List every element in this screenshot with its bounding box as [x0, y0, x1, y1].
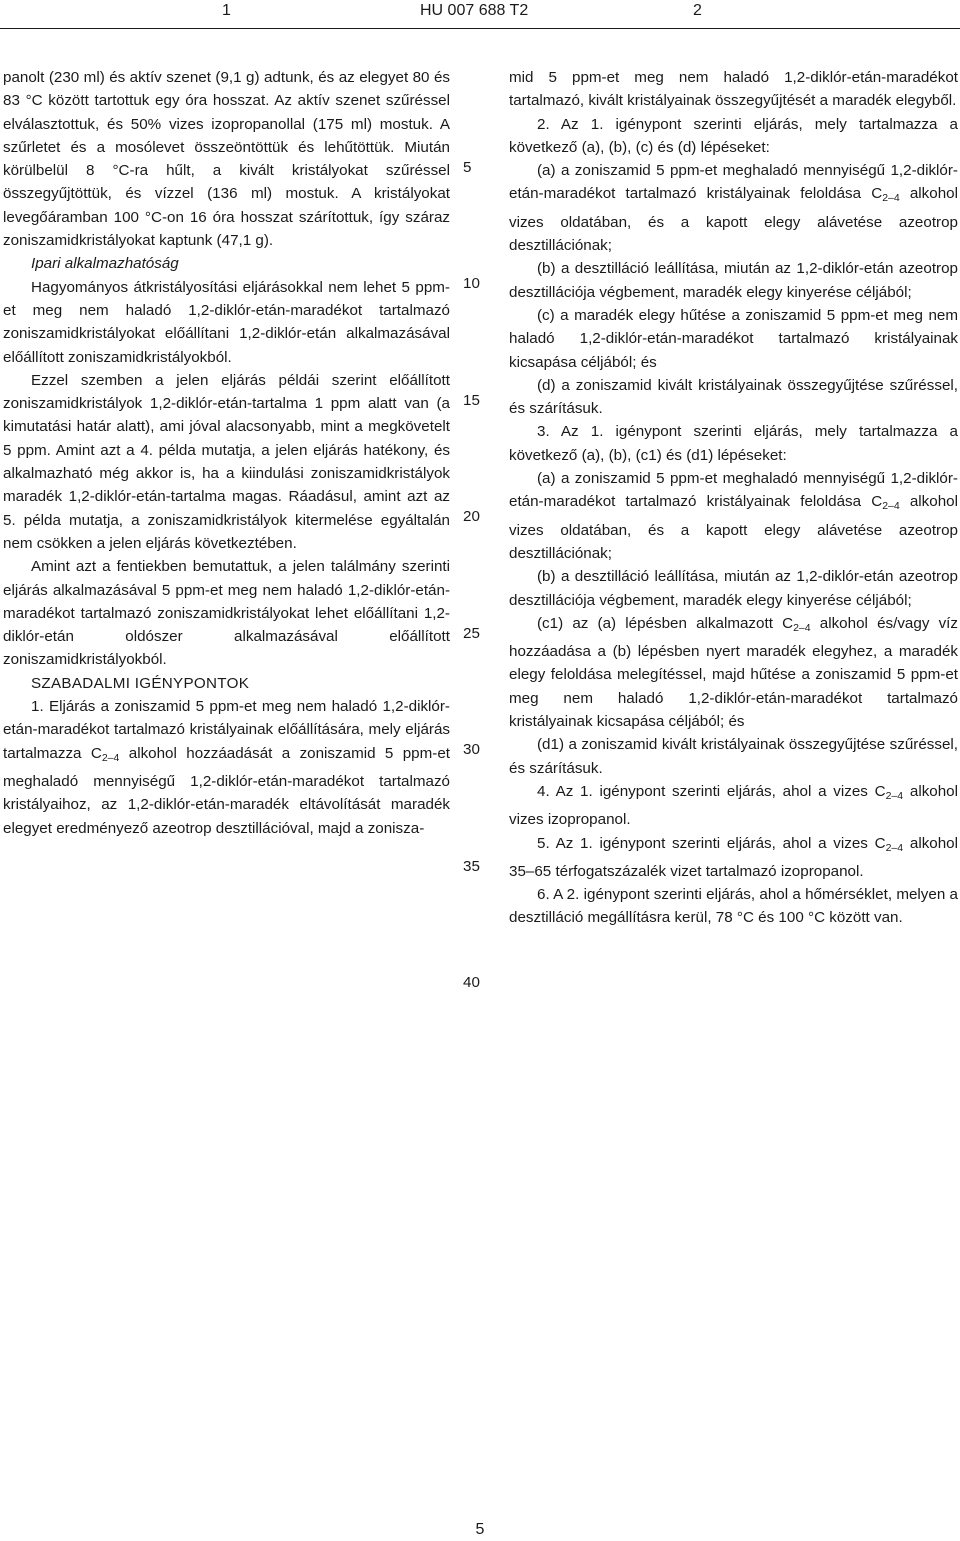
- claim-5: [509, 832, 958, 884]
- subscript: 2–4: [793, 621, 811, 634]
- line-number: 20: [463, 508, 480, 525]
- claim-2-step-c: (c) a maradék elegy hűtése a zoniszamid 5 ppm-et meg nem haladó 1,2-diklór-etán-maradékot tartalmazó kristályainak kicsapása céljából; és: [509, 306, 958, 371]
- claim-4: [509, 780, 958, 832]
- subscript: 2–4: [882, 192, 900, 205]
- claim-text: alkohol vizes oldatában, és a kapott elegy alávetése azeotrop desztillációnak;: [509, 493, 958, 562]
- claims-section-title: SZABADALMI IGÉNYPONTOK: [31, 674, 250, 692]
- claim-text: alkohol vizes oldatában, és a kapott elegy alávetése azeotrop desztillációnak;: [509, 185, 958, 255]
- claim-2: 2. Az 1. igénypont szerinti eljárás, mely tartalmazza a következő (a), (b), (c) és (d) lépéseket:: [509, 115, 958, 156]
- claim-text: 5. Az 1. igénypont szerinti eljárás, ahol a vizes C: [537, 834, 886, 852]
- claim-continuation: mid 5 ppm-et meg nem haladó 1,2-diklór-etán-maradékot tartalmazó, kivált kristályainak összegyűjtését a maradék elegyből.: [509, 69, 958, 110]
- claim-text: alkohol hozzáadását a zoniszamid 5 ppm-et meghaladó mennyiségű 1,2-diklór-etán-maradékot tartalmazó kristályaihoz, az 1,2-diklór-etán-maradék eltávolítását maradék elegyet eredményező azeotrop desztillációval, majd a zonisza-: [3, 744, 451, 837]
- claim-3: 3. Az 1. igénypont szerinti eljárás, mely tartalmazza a következő (a), (b), (c1) és (d1) lépéseket:: [509, 423, 958, 464]
- claim-3-step-c1: [509, 612, 958, 733]
- page-footer-number: 5: [475, 1521, 485, 1538]
- claim-2-step-d: (d) a zoniszamid kivált kristályainak összegyűjtése szűréssel, és szárításuk.: [509, 376, 958, 418]
- document-id: HU 007 688 T2: [420, 2, 529, 19]
- claim-1: [3, 695, 450, 840]
- claim-2-step-a: [509, 159, 958, 257]
- line-number: 35: [463, 858, 480, 875]
- claim-text: (a) a zoniszamid 5 ppm-et meghaladó mennyiségű 1,2-diklór-etán-maradékot tartalmazó kristályainak feloldása C: [509, 162, 958, 203]
- line-number: 15: [463, 392, 480, 409]
- claim-text: alkohol vizes izopropanol.: [509, 782, 958, 829]
- claim-text: alkohol és/vagy víz hozzáadása a (b) lépésben nyert maradék elegyhez, a maradék elegy feloldása melegítéssel, majd hűtése a zoniszamid 5 ppm-et meg nem haladó 1,2-diklór-etán-maradékot tartalmazó kristályainak kicsapása céljából; és: [509, 614, 958, 731]
- claim-6: 6. A 2. igénypont szerinti eljárás, ahol a hőmérséklet, melyen a desztilláció megállításra kerül, 78 °C és 100 °C között van.: [509, 886, 958, 927]
- line-number: 5: [463, 159, 472, 176]
- right-page-number: 2: [693, 2, 702, 19]
- line-number: 10: [463, 275, 480, 292]
- subscript: 2–4: [885, 789, 904, 802]
- claim-text: 4. Az 1. igénypont szerinti eljárás, ahol a vizes C: [537, 782, 886, 800]
- claim-2-step-b: (b) a desztilláció leállítása, miután az 1,2-diklór-etán azeotrop desztillációja végbement, maradék elegy kinyerése céljából;: [509, 260, 958, 301]
- line-number: 30: [463, 741, 480, 758]
- description-paragraph: Amint azt a fentiekben bemutattuk, a jelen találmány szerinti eljárás alkalmazásával 5 ppm-et meg nem haladó 1,2-diklór-etán-maradékot tartalmazó zoniszamidkristályokat lehet előállítani 1,2-diklór-etán oldószer alkalmazásával előállított zoniszamidkristályokból.: [3, 558, 450, 669]
- subscript: 2–4: [885, 841, 904, 854]
- subscript: 2–4: [882, 500, 900, 513]
- claim-3-step-d1: (d1) a zoniszamid kivált kristályainak összegyűjtése szűréssel, és szárításuk.: [509, 736, 958, 777]
- claim-3-step-b: (b) a desztilláció leállítása, miután az 1,2-diklór-etán azeotrop desztillációja végbement, maradék elegy kinyerése céljából;: [509, 568, 958, 609]
- left-page-number: 1: [222, 2, 231, 19]
- description-paragraph: Hagyományos átkristályosítási eljárásokkal nem lehet 5 ppm-et meg nem haladó 1,2-diklór-etán-maradékot tartalmazó zoniszamidkristályokat előállítani 1,2-diklór-etán alkalmazásával előállított zoniszamidkristályokból.: [3, 278, 450, 366]
- claim-text: 1. Eljárás a zoniszamid 5 ppm-et meg nem haladó 1,2-diklór-etán-maradékot tartalmazó kristályainak előállítására, mely eljárás tartalmazza C: [3, 698, 450, 762]
- line-number-gutter: [463, 0, 493, 1541]
- claim-text: (c1) az (a) lépésben alkalmazott C: [537, 614, 794, 632]
- description-paragraph: panolt (230 ml) és aktív szenet (9,1 g) adtunk, és az elegyet 80 és 83 °C között tartottuk egy óra hosszat. Az aktív szenet szűréssel elválasztottuk, és 50% vizes izopropanollal (175 ml) mostuk. A szűrletet és a mosólevet összeöntöttük és lehűtöttük. Miután körülbelül 8 °C-ra hűlt, a kivált kristályokat szűréssel összegyűjtöttük, és vízzel (136 ml) mostuk. A kristályokat levegőáramban 100 °C-on 16 óra hosszat szárítottuk, így száraz zoniszamidkristályokat kaptunk (47,1 g).: [3, 69, 450, 250]
- right-column: [509, 66, 958, 930]
- claim-text: alkohol 35–65 térfogatszázalék vizet tartalmazó izopropanol.: [509, 834, 958, 880]
- subscript: 2–4: [101, 751, 120, 764]
- section-subheading: Ipari alkalmazhatóság: [31, 255, 179, 273]
- line-number: 25: [463, 625, 480, 642]
- line-number: 40: [463, 974, 480, 991]
- claim-text: (a) a zoniszamid 5 ppm-et meghaladó mennyiségű 1,2-diklór-etán-maradékot tartalmazó kristályainak feloldása C: [509, 470, 958, 511]
- description-paragraph: Ezzel szemben a jelen eljárás példái szerint előállított zoniszamidkristályok 1,2-diklór-etán-tartalma 1 ppm alatt van (a kimutatási határ alatt), ami jóval alacsonyabb, mint a megkövetelt 5 ppm. Amint azt a 4. példa mutatja, a jelen eljárás hatékony, és alkalmazható még akkor is, ha a kiindulási zoniszamidkristályok maradék 1,2-diklór-etán-tartalma magas. Ráadásul, amint azt az 5. példa mutatja, a zoniszamidkristályok kitermelése egyáltalán nem csökken a jelen eljárás következtében.: [3, 371, 450, 552]
- claim-3-step-a: [509, 467, 958, 565]
- left-column: [3, 66, 450, 840]
